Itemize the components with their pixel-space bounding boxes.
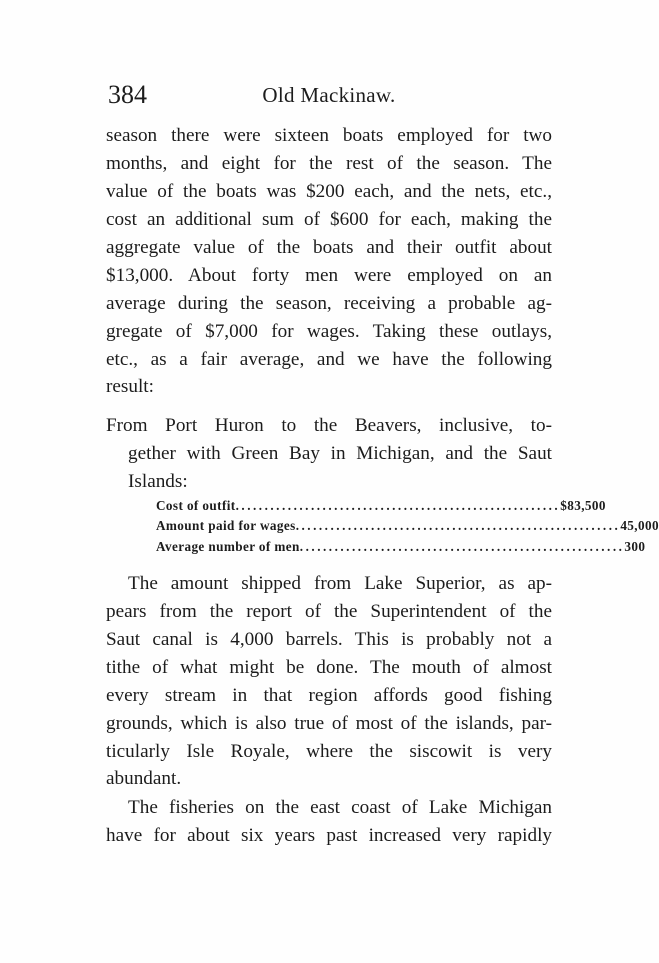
text-line: $13,000. About forty men were employed on an bbox=[106, 265, 552, 286]
text-line: gregate of $7,000 for wages. Taking these outlays, bbox=[106, 321, 552, 342]
text-line: grounds, which is also true of most of the islands, par- bbox=[106, 713, 552, 734]
leader-dots: ........................................................ bbox=[295, 518, 621, 533]
running-title: Old Mackinaw. bbox=[262, 83, 396, 107]
text-line: gether with Green Bay in Michigan, and the Saut bbox=[128, 443, 552, 464]
text-line: value of the boats was $200 each, and the nets, etc., bbox=[106, 181, 552, 202]
text-line: aggregate value of the boats and their outfit about bbox=[106, 237, 552, 258]
text-line: etc., as a fair average, and we have the following bbox=[106, 349, 552, 370]
text-line: Saut canal is 4,000 barrels. This is probably not a bbox=[106, 629, 552, 650]
text-line: cost an additional sum of $600 for each, making the bbox=[106, 209, 552, 230]
text-line: tithe of what might be done. The mouth of almost bbox=[106, 657, 552, 678]
text-line: ticularly Isle Royale, where the siscowit is very bbox=[106, 741, 552, 762]
text-line: season there were sixteen boats employed for two bbox=[106, 125, 552, 146]
text-line: abundant. bbox=[106, 768, 182, 789]
text-line: result: bbox=[106, 376, 154, 397]
text-line: pears from the report of the Superintendent of the bbox=[106, 601, 552, 622]
table-value: 45,000 bbox=[620, 518, 659, 533]
text-line: Islands: bbox=[128, 471, 188, 492]
table-value: 300 bbox=[624, 539, 646, 554]
text-line: have for about six years past increased very rapidly bbox=[106, 825, 552, 846]
text-line: From Port Huron to the Beavers, inclusive, to- bbox=[106, 415, 552, 436]
page-header bbox=[106, 78, 552, 112]
page-number: 384 bbox=[108, 80, 147, 109]
text-line: The amount shipped from Lake Superior, as ap- bbox=[128, 573, 552, 594]
table-label: Cost of outfit bbox=[156, 498, 236, 513]
table-label: Average number of men bbox=[156, 539, 300, 554]
table-row bbox=[156, 537, 646, 557]
text-line: The fisheries on the east coast of Lake Michigan bbox=[128, 797, 552, 818]
text-line: every stream in that region affords good fishing bbox=[106, 685, 552, 706]
table-row bbox=[156, 516, 659, 536]
text-line: months, and eight for the rest of the season. The bbox=[106, 153, 552, 174]
text-line: average during the season, receiving a probable ag- bbox=[106, 293, 552, 314]
leader-dots: ........................................................ bbox=[299, 539, 625, 554]
table-label: Amount paid for wages bbox=[156, 518, 296, 533]
table-row bbox=[156, 496, 606, 516]
leader-dots: ........................................................ bbox=[235, 498, 561, 513]
table-value: $83,500 bbox=[560, 498, 606, 513]
